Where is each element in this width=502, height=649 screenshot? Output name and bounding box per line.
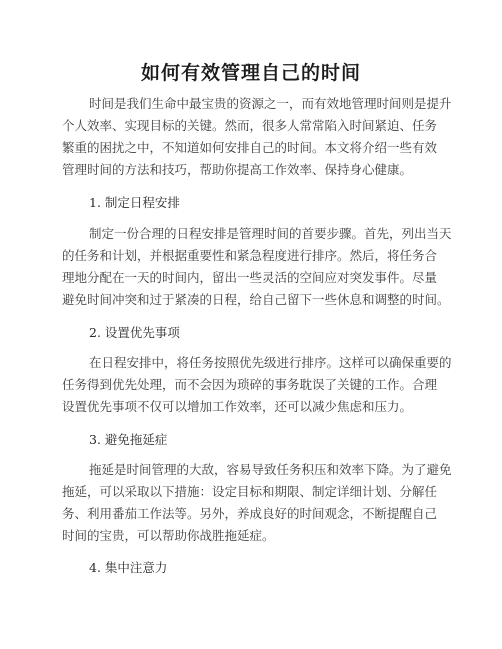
section-heading: 3. 避免拖延症 xyxy=(89,432,168,447)
section-line: 时间的宝贵，可以帮助你战胜拖延症。 xyxy=(62,528,275,543)
section-line: 制定一份合理的日程安排是管理时间的首要步骤。首先，列出当天 xyxy=(89,226,452,241)
section-line: 理地分配在一天的时间内，留出一些灵活的空间应对突发事件。尽量 xyxy=(62,270,438,285)
section-heading: 4. 集中注意力 xyxy=(89,560,168,575)
section-line: 务、利用番茄工作法等。另外，养成良好的时间观念，不断提醒自己 xyxy=(62,506,438,521)
section-heading: 2. 设置优先事项 xyxy=(89,325,180,340)
intro-line: 管理时间的方法和技巧，帮助你提高工作效率、保持身心健康。 xyxy=(62,162,413,177)
section-line: 拖延，可以采取以下措施：设定目标和期限、制定详细计划、分解任 xyxy=(62,484,438,499)
section-heading: 1. 制定日程安排 xyxy=(89,195,180,210)
section-line: 拖延是时间管理的大敌，容易导致任务积压和效率下降。为了避免 xyxy=(89,462,452,477)
section-line: 避免时间冲突和过于紧凑的日程，给自己留下一些休息和调整的时间。 xyxy=(62,292,450,307)
section-line: 在日程安排中，将任务按照优先级进行排序。这样可以确保重要的 xyxy=(89,355,452,370)
intro-line: 繁重的困扰之中，不知道如何安排自己的时间。本文将介绍一些有效 xyxy=(62,140,438,155)
section-line: 的任务和计划，并根据重要性和紧急程度进行排序。然后，将任务合 xyxy=(62,248,438,263)
section-line: 设置优先事项不仅可以增加工作效率，还可以减少焦虑和压力。 xyxy=(62,399,413,414)
page-title: 如何有效管理自己的时间 xyxy=(140,62,361,84)
intro-line: 个人效率、实现目标的关键。然而，很多人常常陷入时间紧迫、任务 xyxy=(62,118,438,133)
section-line: 任务得到优先处理，而不会因为琐碎的事务耽误了关键的工作。合理 xyxy=(62,377,438,392)
intro-line: 时间是我们生命中最宝贵的资源之一，而有效地管理时间则是提升 xyxy=(89,96,452,111)
